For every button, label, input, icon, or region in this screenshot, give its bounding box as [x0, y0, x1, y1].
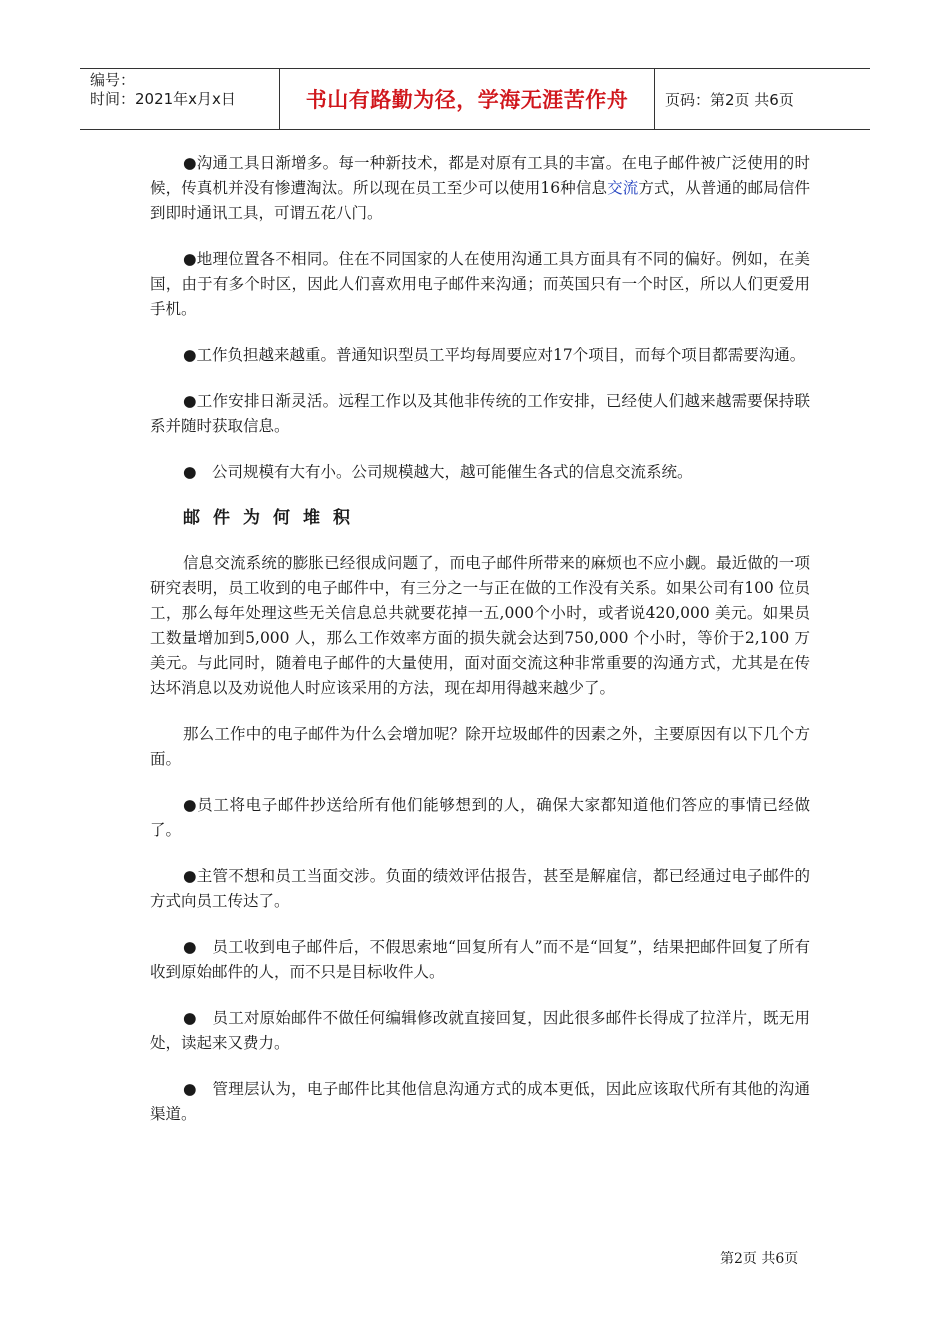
- page-footer: 第2页 共6页: [720, 1251, 799, 1267]
- bullet-paragraph: ● 员工收到电子邮件后，不假思索地“回复所有人”而不是“回复”，结果把邮件回复了所有收到原始邮件的人，而不只是目标收件人。: [150, 938, 810, 981]
- bullet-paragraph: ●工作安排日渐灵活。远程工作以及其他非传统的工作安排，已经使人们越来越需要保持联系并随时获取信息。: [150, 392, 810, 435]
- bullet-paragraph: ● 管理层认为，电子邮件比其他信息沟通方式的成本更低，因此应该取代所有其他的沟通渠道。: [150, 1080, 810, 1123]
- body-paragraph: 那么工作中的电子邮件为什么会增加呢？除开垃圾邮件的因素之外，主要原因有以下几个方面。: [150, 725, 810, 768]
- bullet-paragraph: ● 员工对原始邮件不做任何编辑修改就直接回复，因此很多邮件长得成了拉洋片，既无用处，读起来又费力。: [150, 1009, 810, 1052]
- header-page-number: 页码：第2页 共6页: [665, 90, 794, 109]
- document-body: [150, 151, 810, 1148]
- bullet-paragraph: ●主管不想和员工当面交涉。负面的绩效评估报告，甚至是解雇信，都已经通过电子邮件的方式向员工传达了。: [150, 867, 810, 910]
- bullet-paragraph: ●工作负担越来越重。普通知识型员工平均每周要应对17个项目，而每个项目都需要沟通。: [183, 346, 806, 364]
- bullet-paragraph: ●地理位置各不相同。住在不同国家的人在使用沟通工具方面具有不同的偏好。例如，在美国，由于有多个时区，因此人们喜欢用电子邮件来沟通；而英国只有一个时区，所以人们更爱用手机。: [150, 250, 810, 318]
- exchange-link[interactable]: 交流: [607, 179, 639, 197]
- section-heading: 邮件为何堆积: [183, 508, 363, 528]
- bullet-paragraph: ●员工将电子邮件抄送给所有他们能够想到的人，确保大家都知道他们答应的事情已经做了。: [150, 796, 810, 839]
- header-motto: 书山有路勤为径，学海无涯苦作舟: [280, 69, 655, 129]
- document-number-label: 编号：: [90, 71, 136, 89]
- page-header: [80, 68, 870, 130]
- document-date: 时间：2021年x月x日: [90, 90, 236, 108]
- bullet-paragraph: ●沟通工具日渐增多。每一种新技术，都是对原有工具的丰富。在电子邮件被广泛使用的时候，传真机并没有惨遭淘汰。所以现在员工至少可以使用16种信息交流方式，从普通的邮局信件到即时通讯工具，可谓五花八门。: [150, 154, 810, 222]
- bullet-paragraph: ● 公司规模有大有小。公司规模越大，越可能催生各式的信息交流系统。: [183, 463, 693, 481]
- header-meta: [80, 69, 280, 129]
- body-paragraph: 信息交流系统的膨胀已经很成问题了，而电子邮件所带来的麻烦也不应小觑。最近做的一项研究表明，员工收到的电子邮件中，有三分之一与正在做的工作没有关系。如果公司有100 位员工，那么每年处理这些无关信息总共就要花掉一五,000个小时，或者说420,000 美元。如果员工数量增加到5,000 人，那么工作效率方面的损失就会达到750,000 个小时，等价于2,100 万美元。与此同时，随着电子邮件的大量使用，面对面交流这种非常重要的沟通方式，尤其是在传达坏消息以及劝说他人时应该采用的方法，现在却用得越来越少了。: [150, 554, 810, 697]
